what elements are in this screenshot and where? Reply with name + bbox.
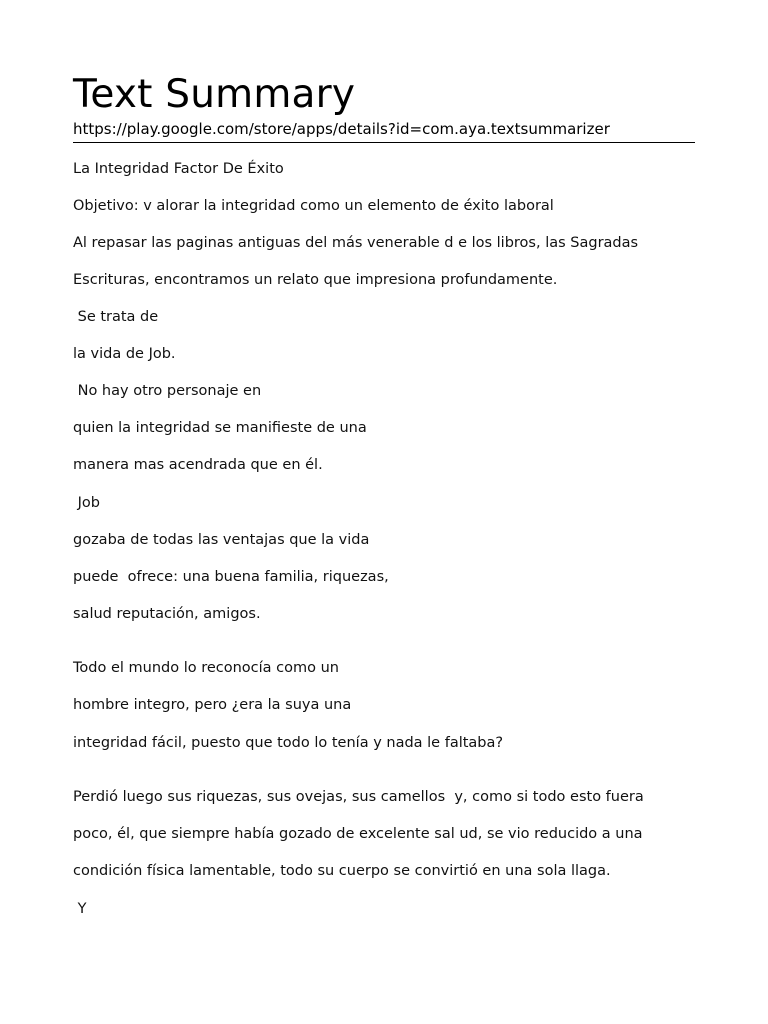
- body-line: Se trata de: [73, 309, 159, 325]
- body-line: manera mas acendrada que en él.: [73, 457, 323, 473]
- body-line: poco, él, que siempre había gozado de excelente sal ud, se vio reducido a una: [73, 826, 643, 842]
- header-divider: [73, 142, 695, 143]
- body-line: Todo el mundo lo reconocía como un: [73, 660, 339, 676]
- body-line: Job: [73, 495, 100, 511]
- body-line: hombre integro, pero ¿era la suya una: [73, 697, 352, 713]
- body-line: quien la integridad se manifieste de una: [73, 420, 367, 436]
- document-title: Text Summary: [73, 72, 356, 117]
- body-line: la vida de Job.: [73, 346, 176, 362]
- body-line: Objetivo: v alorar la integridad como un elemento de éxito laboral: [73, 198, 554, 214]
- body-line: puede ofrece: una buena familia, riquezas,: [73, 569, 389, 585]
- body-line: salud reputación, amigos.: [73, 606, 261, 622]
- body-line: Perdió luego sus riquezas, sus ovejas, sus camellos y, como si todo esto fuera: [73, 789, 644, 805]
- body-line: condición física lamentable, todo su cuerpo se convirtió en una sola llaga.: [73, 863, 611, 879]
- body-line: No hay otro personaje en: [73, 383, 262, 399]
- body-line: gozaba de todas las ventajas que la vida: [73, 532, 370, 548]
- body-line: La Integridad Factor De Éxito: [73, 161, 284, 177]
- body-line: Escrituras, encontramos un relato que impresiona profundamente.: [73, 272, 558, 288]
- source-url: https://play.google.com/store/apps/details?id=com.aya.textsummarizer: [73, 120, 610, 138]
- body-line: Y: [73, 901, 87, 917]
- body-line: integridad fácil, puesto que todo lo tenía y nada le faltaba?: [73, 735, 504, 751]
- body-line: Al repasar las paginas antiguas del más venerable d e los libros, las Sagradas: [73, 235, 639, 251]
